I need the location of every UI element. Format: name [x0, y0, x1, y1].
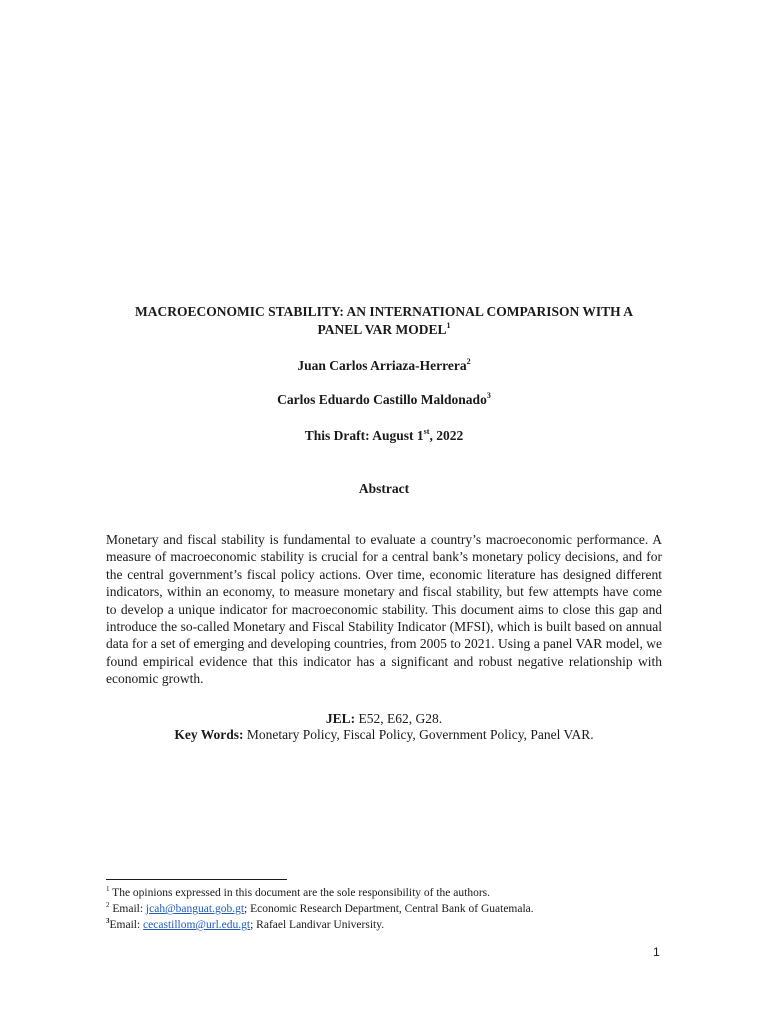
- email-link-1[interactable]: jcah@banguat.gob.gt: [145, 903, 245, 915]
- author-2: [0, 392, 768, 408]
- footnote-2-suffix: ; Economic Research Department, Central Bank of Guatemala.: [244, 903, 534, 915]
- author-1-footnote-mark: 2: [466, 357, 471, 366]
- title-line1: MACROECONOMIC STABILITY: AN INTERNATIONAL COMPARISON WITH A: [134, 304, 634, 319]
- footnote-2-prefix: Email:: [109, 903, 146, 915]
- title-footnote-mark: 1: [446, 321, 451, 330]
- title-line2: PANEL VAR MODEL: [317, 322, 447, 337]
- footnote-3-prefix: Email:: [109, 919, 144, 931]
- jel-label: JEL:: [325, 711, 356, 726]
- footnote-2: [106, 901, 534, 917]
- keywords-line: [0, 727, 768, 743]
- author-2-name: Carlos Eduardo Castillo Maldonado: [277, 392, 487, 407]
- draft-prefix: This Draft: August 1: [304, 428, 424, 443]
- draft-date: [0, 428, 768, 444]
- footnote-1: [106, 885, 534, 901]
- paper-title: [0, 303, 768, 339]
- draft-rest: , 2022: [429, 428, 464, 443]
- keywords-text: Monetary Policy, Fiscal Policy, Government Policy, Panel VAR.: [243, 727, 594, 742]
- footnote-2-mark: 2: [106, 901, 110, 909]
- title-line2-wrap: [0, 321, 768, 339]
- author-1: [0, 358, 768, 374]
- draft-ordinal: st: [423, 427, 430, 436]
- footnotes: [106, 885, 534, 933]
- keywords-label: Key Words:: [174, 727, 244, 742]
- jel-codes: E52, E62, G28.: [355, 711, 443, 726]
- footnote-1-mark: 1: [106, 885, 110, 893]
- abstract-body: Monetary and fiscal stability is fundamental to evaluate a country’s macroeconomic performance. A measure of macroeconomic stability is crucial for a central bank’s monetary policy decisions, and for the central government’s fiscal policy actions. Over time, economic literature has designed different indicators, within an economy, to measure monetary and fiscal stability, but few attempts have come to develop a unique indicator for macroeconomic stability. This document aims to close this gap and introduce the so-called Monetary and Fiscal Stability Indicator (MFSI), which is built based on annual data for a set of emerging and developing countries, from 2005 to 2021. Using a panel VAR model, we found empirical evidence that this indicator has a significant and robust negative relationship with economic growth.: [106, 532, 662, 687]
- footnote-3-suffix: ; Rafael Landivar University.: [250, 919, 385, 931]
- jel-line: [0, 711, 768, 727]
- footnote-3: [106, 917, 534, 933]
- page-number: 1: [653, 945, 660, 959]
- footnote-1-text: The opinions expressed in this document are the sole responsibility of the authors.: [109, 887, 490, 899]
- author-2-footnote-mark: 3: [486, 391, 491, 400]
- author-1-name: Juan Carlos Arriaza-Herrera: [297, 358, 467, 373]
- footnote-3-mark: 3: [106, 917, 110, 925]
- footnote-divider: [106, 879, 287, 880]
- abstract-heading: Abstract: [358, 481, 410, 496]
- email-link-2[interactable]: cecastillom@url.edu.gt: [143, 919, 251, 931]
